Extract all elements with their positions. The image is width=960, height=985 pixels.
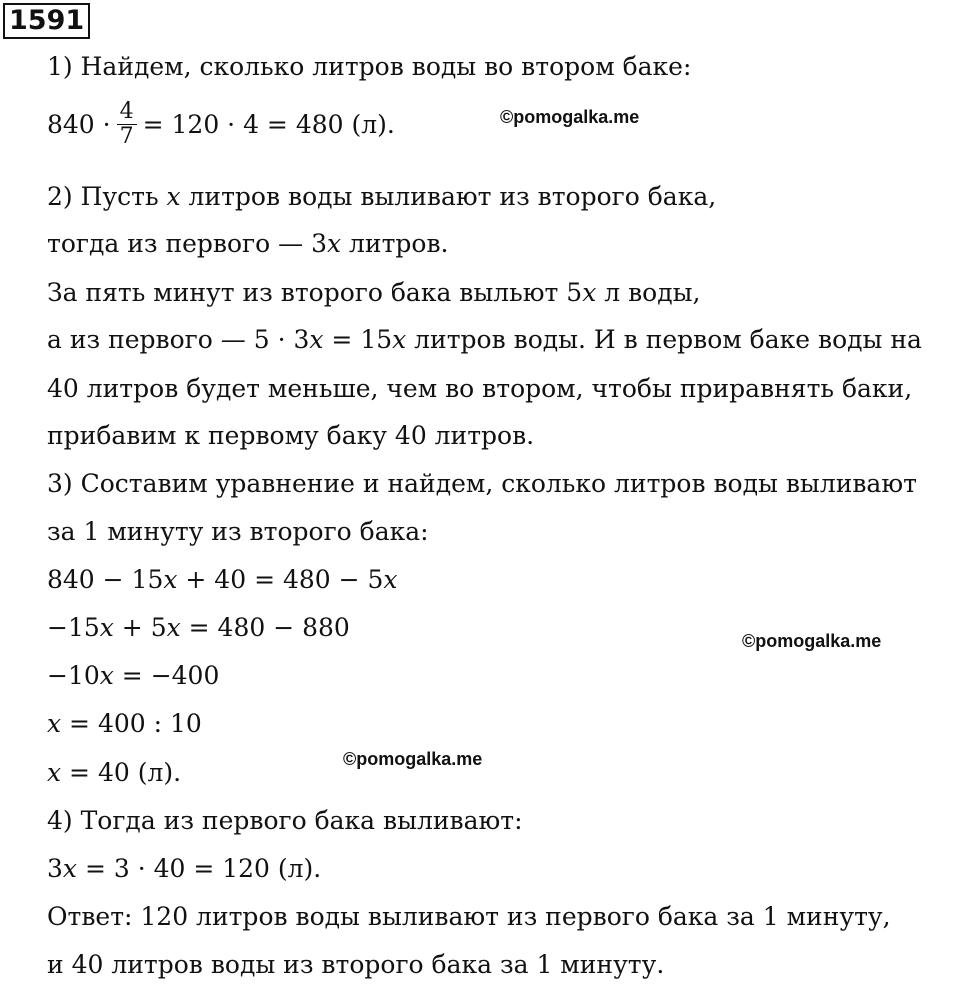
text-line: а из первого — 5 · 3𝑥 = 15𝑥 литров воды. И в первом баке воды на <box>47 325 922 354</box>
watermark: ©pomogalka.me <box>742 631 882 651</box>
answer-line: и 40 литров воды из второго бака за 1 минуту. <box>47 950 665 979</box>
text-line: прибавим к первому баку 40 литров. <box>47 421 535 450</box>
problem-number: 1591 <box>3 3 90 39</box>
text-line: 4) Тогда из первого бака выливают: <box>47 806 523 835</box>
step-1-calculation <box>47 100 395 149</box>
equation-line: −10𝑥 = −400 <box>47 661 220 690</box>
equation-line: 𝑥 = 400 : 10 <box>47 709 202 738</box>
answer-line: Ответ: 120 литров воды выливают из первого бака за 1 минуту, <box>47 902 891 931</box>
text-line: за 1 минуту из второго бака: <box>47 517 429 546</box>
calc-suffix: = 120 · 4 = 480 (л). <box>142 109 395 139</box>
text-line: тогда из первого — 3𝑥 литров. <box>47 229 449 258</box>
calc-prefix: 840 · <box>47 109 111 139</box>
text-line: 40 литров будет меньше, чем во втором, чтобы приравнять баки, <box>47 374 913 403</box>
watermark: ©pomogalka.me <box>500 107 640 127</box>
text-line: 3) Составим уравнение и найдем, сколько литров воды выливают <box>47 469 917 498</box>
step-1-text: 1) Найдем, сколько литров воды во втором баке: <box>47 52 692 81</box>
equation-line: 𝑥 = 40 (л). <box>47 758 182 787</box>
watermark: ©pomogalka.me <box>343 749 483 769</box>
fraction-denominator: 7 <box>119 124 134 149</box>
fraction <box>117 100 137 149</box>
text-line: 2) Пусть 𝑥 литров воды выливают из второго бака, <box>47 182 717 211</box>
equation-line: 3𝑥 = 3 · 40 = 120 (л). <box>47 854 322 883</box>
equation-line: 840 − 15𝑥 + 40 = 480 − 5𝑥 <box>47 565 398 594</box>
fraction-numerator: 4 <box>117 100 137 125</box>
text-line: За пять минут из второго бака выльют 5𝑥 л воды, <box>47 278 701 307</box>
equation-line: −15𝑥 + 5𝑥 = 480 − 880 <box>47 613 350 642</box>
